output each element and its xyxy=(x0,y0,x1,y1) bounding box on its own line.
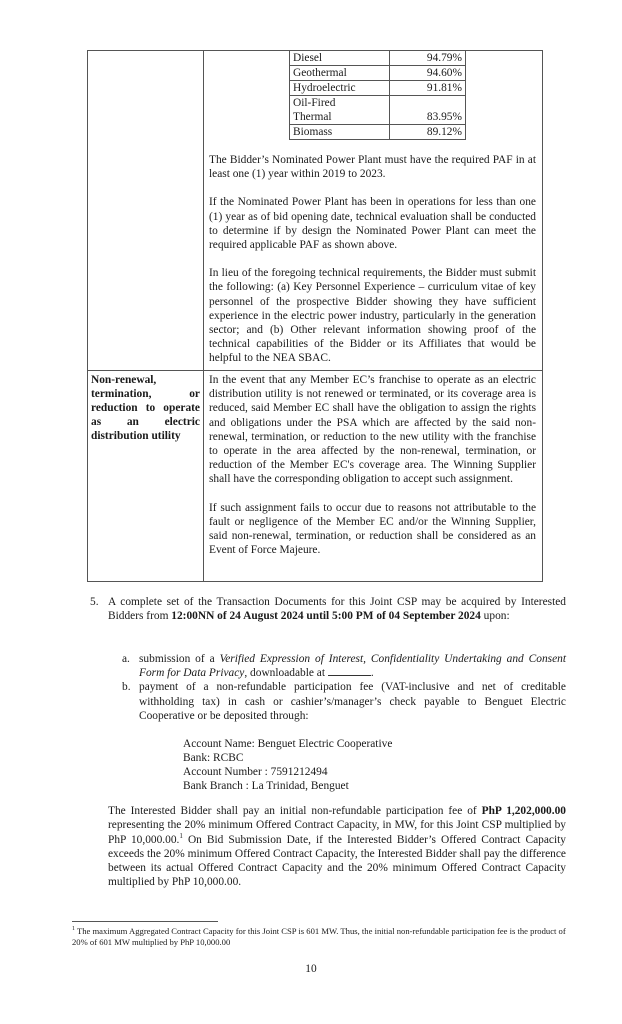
paf-value: 94.79% xyxy=(390,51,466,66)
paf-value: 94.60% xyxy=(390,66,466,81)
paf-value: 91.81% xyxy=(390,81,466,96)
footnote-text: The maximum Aggregated Contract Capacity for this Joint CSP is 601 MW. Thus, the initial non-refundable participation fee is the product of 20% of 601 MW multiplied by PhP 10,000.00 xyxy=(72,926,566,947)
alternative-requirements-paragraph: In lieu of the foregoing technical requirements, the Bidder must submit the following: (a) Key Personnel Experience – curriculum vitae of key personnel of the prospective Bidder showing they have sufficient experience in the electric power industry, particularly in the generation sector; and (b) Other relevant information showing proof of the technical capabilities of the Bidder or its Affiliates that would be helpful to the NEA SBAC. xyxy=(209,267,536,365)
account-number: Account Number : 7591212494 xyxy=(183,766,328,778)
paf-type: Hydroelectric xyxy=(290,81,390,96)
account-name: Account Name: Benguet Electric Cooperative xyxy=(183,738,393,750)
fee-text-before: The Interested Bidder shall pay an initial non-refundable participation fee of xyxy=(108,805,482,817)
paf-requirement-paragraph: The Bidder’s Nominated Power Plant must have the required PAF in at least one (1) year within 2019 to 2023. xyxy=(209,154,536,181)
acquisition-period: 12:00NN of 24 August 2024 until 5:00 PM of 04 September 2024 xyxy=(171,610,481,623)
table-row-technical xyxy=(88,51,542,371)
bank-account-details xyxy=(183,737,483,793)
sub-item-a xyxy=(122,652,566,680)
paf-type: Biomass xyxy=(290,125,390,140)
paf-value: 83.95% xyxy=(390,96,466,125)
force-majeure-paragraph: If such assignment fails to occur due to reasons not attributable to the fault or negligence of the Member EC and/or the Winning Supplier, said non-renewal, termination, or reduction shall be considered as an Event of Force Majeure. xyxy=(209,501,536,557)
item-5-text-after: upon: xyxy=(480,610,510,623)
paf-type: Geothermal xyxy=(290,66,390,81)
sub-item-b xyxy=(122,680,566,723)
sub-item-letter: b. xyxy=(122,681,131,694)
paf-type-line1: Oil-Fired xyxy=(293,97,336,109)
paf-row xyxy=(290,66,466,81)
paf-row xyxy=(290,51,466,66)
fee-text-mid: representing the 20% minimum Offered Contract Capacity, in MW, for this Joint CSP multiplied by PhP 10,000.00. xyxy=(108,819,566,846)
footnote-separator xyxy=(72,921,218,922)
page-number: 10 xyxy=(305,963,317,975)
footnote-marker: 1 xyxy=(72,926,75,933)
item-5-text xyxy=(108,595,566,623)
paf-type xyxy=(290,96,390,125)
footnote-reference[interactable]: 1 xyxy=(179,831,183,840)
assignment-paragraph: In the event that any Member EC’s franchise to operate as an electric distribution utility is not renewed or terminated, or its coverage area is reduced, said Member EC shall have the obligation to assign the rights and obligations under the PSA which are affected by the said non-renewal, termination, or reduction to the new utility with the franchise to operate in the area affected by the non-renewal, termination, or reduction of the Member EC's coverage area. The Winning Supplier shall have the corresponding obligation to accept such assignment. xyxy=(209,374,536,486)
sub-item-letter: a. xyxy=(122,653,130,665)
paf-row xyxy=(290,81,466,96)
paf-row xyxy=(290,125,466,140)
non-renewal-label: Non-renewal, termination, or reduction to operate as an electric distribution utility xyxy=(91,374,200,442)
requirements-sublist xyxy=(122,652,566,723)
sub-item-a-text-after: , downloadable at xyxy=(244,667,328,680)
item-5 xyxy=(90,595,566,623)
paf-table xyxy=(289,51,466,140)
table-row-non-renewal xyxy=(88,371,542,581)
footnote xyxy=(72,926,572,948)
item-5-text-before: A complete set of the Transaction Documents for this Joint CSP may be acquired by Interested Bidders from xyxy=(108,596,566,623)
bank-branch: Bank Branch : La Trinidad, Benguet xyxy=(183,780,349,792)
paf-value: 89.12% xyxy=(390,125,466,140)
paf-type: Diesel xyxy=(290,51,390,66)
row-label-empty xyxy=(88,51,204,370)
row-content-technical xyxy=(204,51,542,370)
item-number: 5. xyxy=(90,596,99,608)
paf-type-line2: Thermal xyxy=(293,111,332,123)
sub-item-b-text: payment of a non-refundable participation fee (VAT-inclusive and net of creditable withholding tax) in cash or cashier’s/manager’s check payable to Benguet Electric Cooperative or be deposited through: xyxy=(139,681,566,722)
sub-item-a-text: submission of a xyxy=(139,653,220,665)
participation-fee-paragraph xyxy=(108,804,566,890)
fee-text-after: On Bid Submission Date, if the Interested Bidder’s Offered Contract Capacity exceeds the 20% minimum Offered Contract Capacity, the Interested Bidder shall pay the difference between its actual Offered Contract Capacity and the 20% minimum Offered Contract Capacity multiplied by PhP 10,000.00. xyxy=(108,833,566,889)
new-plant-paragraph: If the Nominated Power Plant has been in operations for less than one (1) year as of bid opening date, technical evaluation shall be conducted to determine if by design the Nominated Power Plant can meet the required applicable PAF as shown above. xyxy=(209,196,536,252)
sub-item-a-end: . xyxy=(370,667,374,680)
download-link-blank xyxy=(328,666,371,676)
row-content-non-renewal xyxy=(204,371,542,581)
form-title: Verified Expression of Interest, Confidentiality Undertaking and Consent Form for Data Privacy xyxy=(139,653,566,680)
bank-name: Bank: RCBC xyxy=(183,752,244,764)
fee-amount: PhP 1,202,000.00 xyxy=(481,805,566,817)
requirements-table xyxy=(87,50,543,582)
row-label-non-renewal xyxy=(88,371,204,581)
paf-row xyxy=(290,96,466,125)
